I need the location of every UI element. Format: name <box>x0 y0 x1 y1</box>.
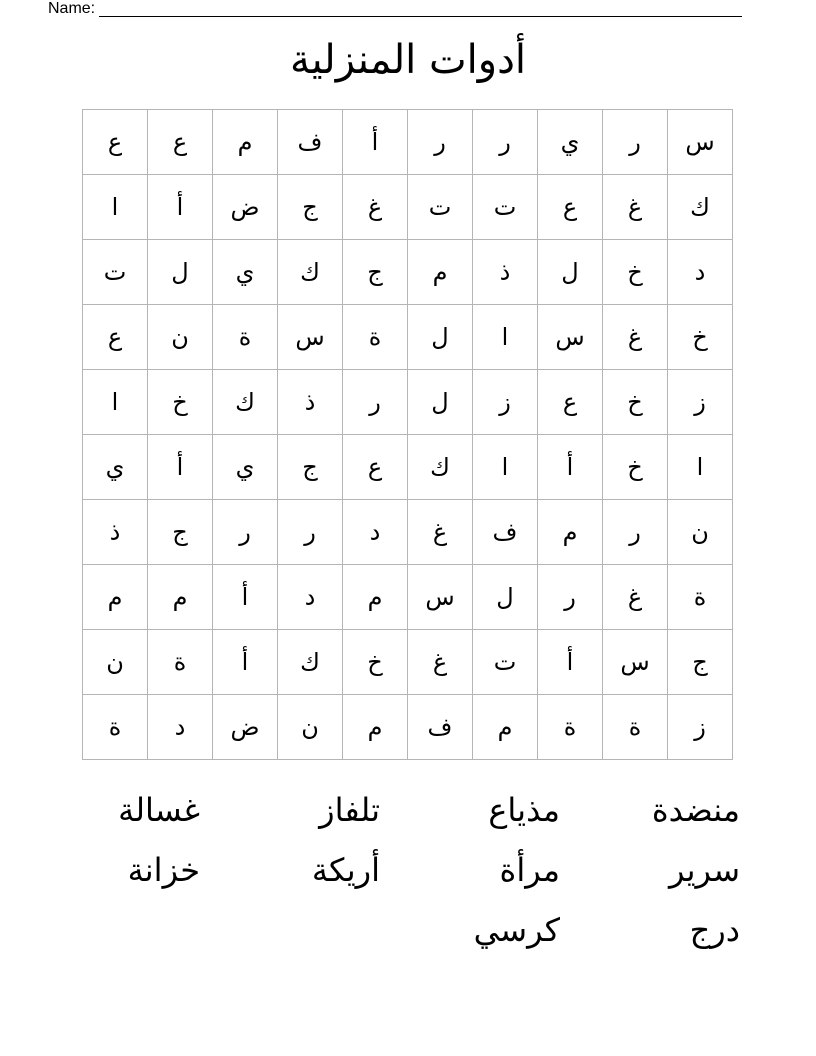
grid-cell: ة <box>83 695 148 760</box>
grid-cell: ن <box>148 305 213 370</box>
grid-cell: ل <box>538 240 603 305</box>
grid-row <box>83 630 733 695</box>
grid-cell: ا <box>668 435 733 500</box>
grid-cell: ة <box>213 305 278 370</box>
grid-cell: ي <box>538 110 603 175</box>
word-list-item: مرأة <box>499 851 560 889</box>
grid-cell: ك <box>213 370 278 435</box>
grid-cell: خ <box>603 370 668 435</box>
grid-cell: أ <box>148 175 213 240</box>
grid-cell: أ <box>213 630 278 695</box>
grid-cell: ن <box>278 695 343 760</box>
word-list-item: درج <box>689 911 740 949</box>
word-list-item: مذياع <box>488 791 560 829</box>
grid-cell: غ <box>408 500 473 565</box>
grid-cell: ذ <box>473 240 538 305</box>
grid-cell: م <box>83 565 148 630</box>
grid-cell: غ <box>603 305 668 370</box>
word-list-item: تلفاز <box>319 791 380 829</box>
grid-cell: س <box>408 565 473 630</box>
grid-cell: خ <box>603 240 668 305</box>
grid-cell: ك <box>278 240 343 305</box>
grid-cell: ي <box>213 240 278 305</box>
grid-cell: م <box>538 500 603 565</box>
grid-cell: ج <box>278 435 343 500</box>
grid-cell: ن <box>668 500 733 565</box>
grid-cell: ز <box>668 695 733 760</box>
word-list-item: أريكة <box>311 851 380 889</box>
grid-cell: خ <box>343 630 408 695</box>
grid-cell: أ <box>343 110 408 175</box>
grid-cell: م <box>343 565 408 630</box>
grid-cell: خ <box>148 370 213 435</box>
grid-cell: ت <box>473 630 538 695</box>
grid-row <box>83 435 733 500</box>
grid-row <box>83 240 733 305</box>
grid-cell: س <box>668 110 733 175</box>
word-list-item: كرسي <box>473 911 560 949</box>
grid-cell: غ <box>343 175 408 240</box>
grid-cell: م <box>343 695 408 760</box>
grid-cell: ض <box>213 175 278 240</box>
grid-cell: ة <box>343 305 408 370</box>
grid-cell: ا <box>83 370 148 435</box>
grid-cell: ة <box>603 695 668 760</box>
grid-row <box>83 695 733 760</box>
grid-cell: ر <box>603 110 668 175</box>
grid-cell: ز <box>473 370 538 435</box>
grid-cell: ذ <box>83 500 148 565</box>
word-list-item: خزانة <box>127 851 200 889</box>
grid-cell: ل <box>473 565 538 630</box>
grid-cell: ا <box>473 435 538 500</box>
grid-cell: أ <box>148 435 213 500</box>
grid-cell: م <box>148 565 213 630</box>
grid-cell: ع <box>538 370 603 435</box>
grid-cell: خ <box>603 435 668 500</box>
grid-cell: ج <box>343 240 408 305</box>
grid-cell: ر <box>278 500 343 565</box>
grid-cell: ض <box>213 695 278 760</box>
page-title: أدوات المنزلية <box>290 37 526 83</box>
grid-cell: ع <box>148 110 213 175</box>
grid-cell: س <box>538 305 603 370</box>
grid-cell: أ <box>213 565 278 630</box>
word-search-grid <box>82 109 733 760</box>
grid-cell: ت <box>83 240 148 305</box>
grid-cell: ل <box>408 305 473 370</box>
grid-cell: ج <box>278 175 343 240</box>
grid-cell: ر <box>473 110 538 175</box>
grid-row <box>83 305 733 370</box>
grid-cell: س <box>603 630 668 695</box>
grid-cell: ت <box>408 175 473 240</box>
grid-cell: ع <box>343 435 408 500</box>
grid-cell: س <box>278 305 343 370</box>
grid-cell: ر <box>213 500 278 565</box>
word-list-item: منضدة <box>651 791 740 829</box>
grid-row <box>83 370 733 435</box>
grid-cell: ي <box>213 435 278 500</box>
grid-row <box>83 500 733 565</box>
grid-cell: د <box>148 695 213 760</box>
grid-cell: ل <box>408 370 473 435</box>
grid-cell: ر <box>343 370 408 435</box>
grid-cell: ف <box>408 695 473 760</box>
grid-cell: ج <box>148 500 213 565</box>
grid-cell: ي <box>83 435 148 500</box>
grid-cell: غ <box>603 565 668 630</box>
grid-cell: ة <box>538 695 603 760</box>
grid-row <box>83 565 733 630</box>
grid-cell: ف <box>473 500 538 565</box>
name-label: Name: <box>48 0 96 17</box>
grid-cell: د <box>668 240 733 305</box>
grid-cell: م <box>213 110 278 175</box>
name-field-row <box>48 0 742 17</box>
grid-cell: ر <box>408 110 473 175</box>
grid-cell: ن <box>83 630 148 695</box>
grid-cell: ف <box>278 110 343 175</box>
grid-cell: خ <box>668 305 733 370</box>
grid-cell: ع <box>83 110 148 175</box>
grid-cell: م <box>473 695 538 760</box>
grid-cell: أ <box>538 435 603 500</box>
grid-cell: ك <box>408 435 473 500</box>
grid-cell: ا <box>83 175 148 240</box>
grid-cell: ت <box>473 175 538 240</box>
grid-cell: م <box>408 240 473 305</box>
grid-cell: ج <box>668 630 733 695</box>
word-list-item: غسالة <box>118 791 200 829</box>
grid-cell: ا <box>473 305 538 370</box>
grid-cell: ع <box>83 305 148 370</box>
grid-cell: ك <box>278 630 343 695</box>
grid-cell: ل <box>148 240 213 305</box>
grid-cell: ز <box>668 370 733 435</box>
grid-cell: د <box>278 565 343 630</box>
grid-cell: د <box>343 500 408 565</box>
grid-row <box>83 175 733 240</box>
grid-cell: ذ <box>278 370 343 435</box>
word-list <box>40 780 740 960</box>
name-blank-line <box>99 1 742 17</box>
grid-cell: ر <box>538 565 603 630</box>
grid-cell: ة <box>148 630 213 695</box>
grid-cell: ر <box>603 500 668 565</box>
grid-cell: ة <box>668 565 733 630</box>
word-list-item: سرير <box>668 851 740 889</box>
grid-cell: غ <box>408 630 473 695</box>
grid-cell: غ <box>603 175 668 240</box>
grid-cell: ع <box>538 175 603 240</box>
grid-row <box>83 110 733 175</box>
grid-cell: أ <box>538 630 603 695</box>
grid-cell: ك <box>668 175 733 240</box>
